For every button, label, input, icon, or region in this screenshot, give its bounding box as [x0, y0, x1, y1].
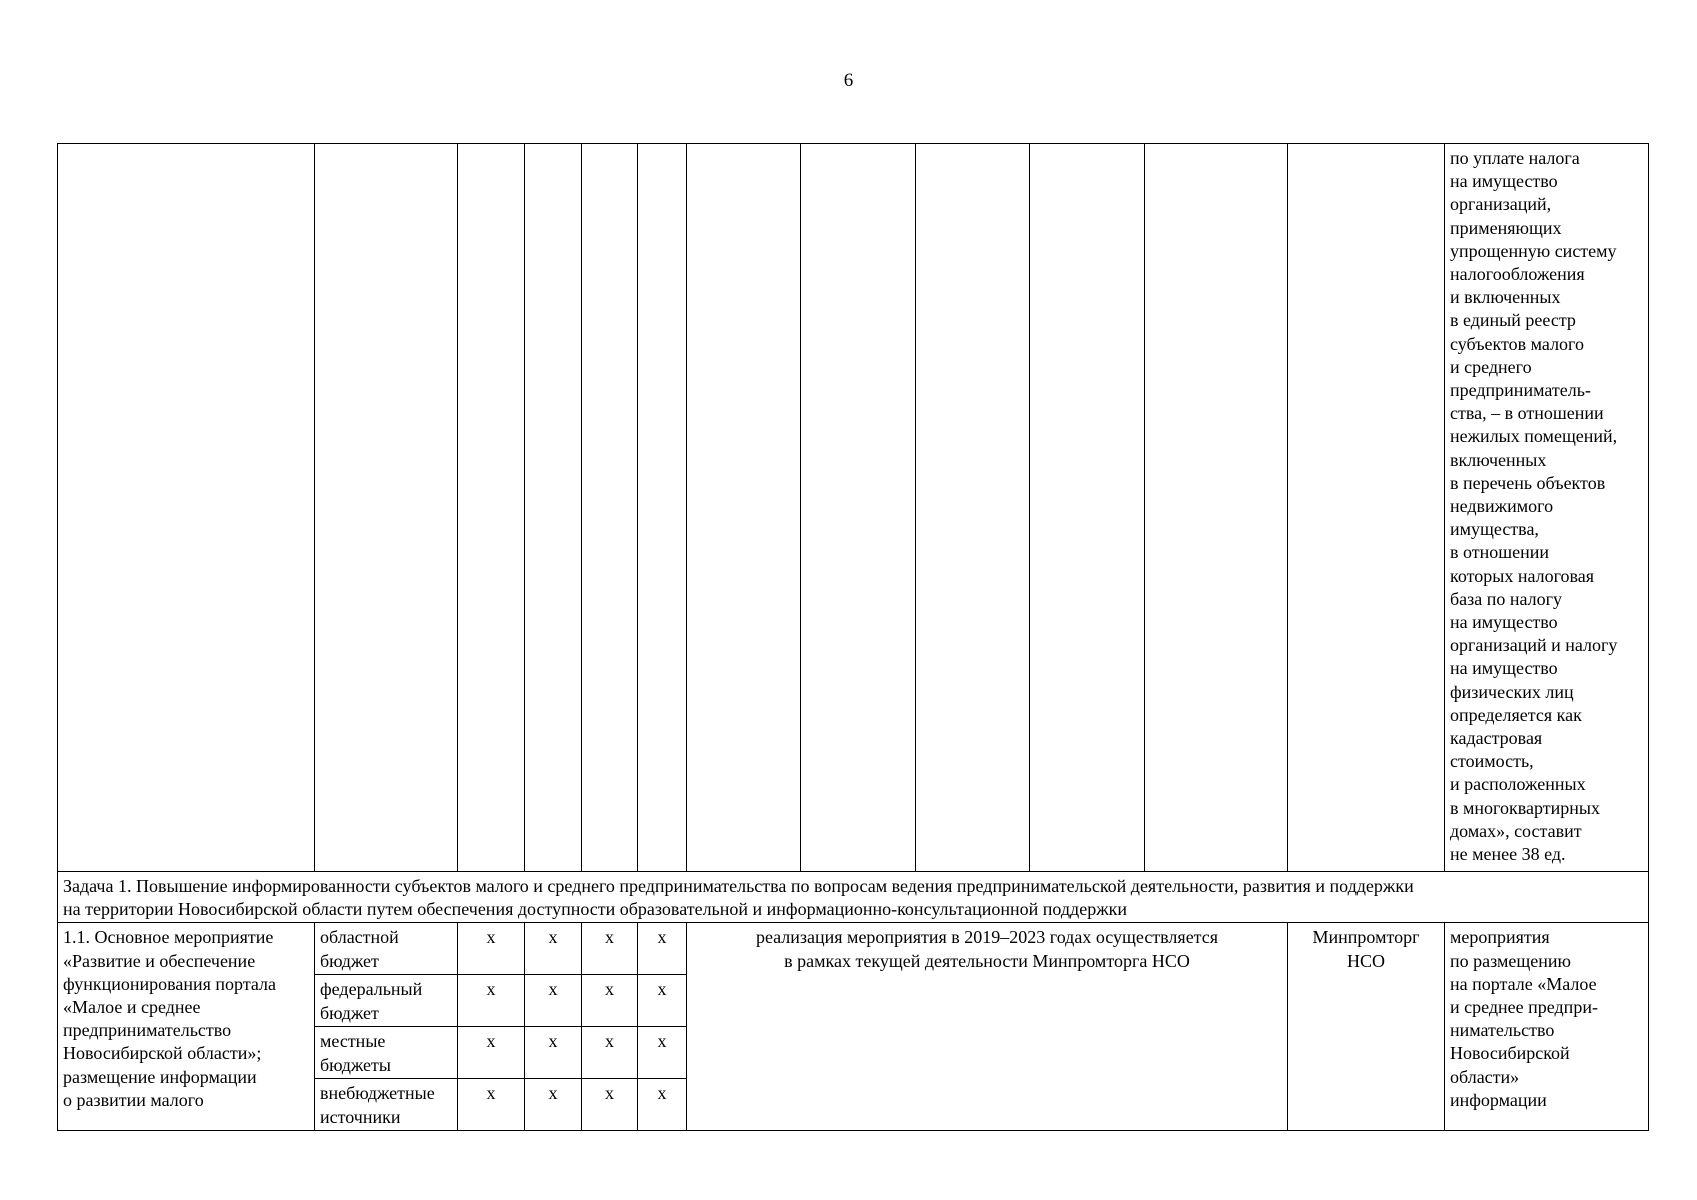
empty-cell — [1145, 144, 1288, 872]
text-line: местные — [320, 1031, 386, 1052]
text-line: которых налоговая — [1450, 565, 1595, 586]
page-number: 6 — [843, 70, 854, 91]
text-line: Минпромторг — [1312, 927, 1420, 948]
text-line: и включенных — [1450, 287, 1561, 308]
text-line: и среднего — [1450, 356, 1532, 377]
text-line: ства, – в отношении — [1450, 403, 1604, 424]
text-line: реализация мероприятия в 2019–2023 годах осуществляется — [755, 927, 1219, 948]
text-line: функционирования портала — [63, 973, 277, 994]
value-cell: х — [525, 923, 582, 975]
empty-cell — [582, 144, 638, 872]
text-line: включенных — [1450, 449, 1547, 470]
text-line: применяющих — [1450, 217, 1562, 238]
text-line: размещение информации — [63, 1066, 257, 1087]
empty-cell — [315, 144, 458, 872]
text-line: упрощенную систему — [1450, 240, 1617, 261]
value-cell: х — [638, 975, 687, 1027]
text-line: и среднее предпри- — [1450, 997, 1598, 1018]
text-line: федеральный — [320, 979, 423, 1000]
text-line: бюджет — [320, 1002, 379, 1023]
text-line: определяется как — [1450, 704, 1582, 725]
text-line: не менее 38 ед. — [1450, 844, 1566, 865]
text-line: субъектов малого — [1450, 333, 1584, 354]
empty-cell — [801, 144, 916, 872]
value-cell: х — [638, 1079, 687, 1131]
empty-cell — [1288, 144, 1445, 872]
text-line: стоимость, — [1450, 751, 1534, 772]
text-line: налогообложения — [1450, 264, 1585, 285]
funding-source — [315, 1027, 458, 1079]
text-line: домах», составит — [1450, 820, 1582, 841]
text-line: организаций, — [1450, 194, 1552, 215]
expected-result-continuation — [1445, 144, 1649, 872]
text-line: недвижимого — [1450, 496, 1554, 517]
text-line: по уплате налога — [1450, 148, 1580, 168]
text-line: Новосибирской области»; — [63, 1043, 262, 1064]
text-line: мероприятия — [1450, 927, 1550, 948]
value-cell: х — [525, 1079, 582, 1131]
value-cell: х — [458, 923, 525, 975]
funding-source — [315, 975, 458, 1027]
text-line: организаций и налогу — [1450, 635, 1618, 656]
text-line: в единый реестр — [1450, 310, 1576, 331]
text-line: НСО — [1346, 950, 1385, 971]
empty-cell — [458, 144, 525, 872]
value-cell: х — [582, 975, 638, 1027]
text-line: бюджет — [320, 950, 379, 971]
empty-cell — [525, 144, 582, 872]
empty-cell — [687, 144, 801, 872]
task-heading — [58, 872, 1649, 923]
text-line: в многоквартирных — [1450, 797, 1600, 818]
text-line: в отношении — [1450, 542, 1550, 563]
continuation-row — [58, 144, 1649, 872]
text-line: кадастровая — [1450, 728, 1543, 749]
empty-cell — [1030, 144, 1145, 872]
value-cell: х — [582, 923, 638, 975]
text-line: Задача 1. Повышение информированности субъектов малого и среднего предпринимательства по вопросам ведения предпринимательской деятельности, развития и поддержки — [63, 876, 1414, 896]
executor — [1288, 923, 1445, 1131]
activity-name — [58, 923, 315, 1131]
value-cell: х — [458, 975, 525, 1027]
text-line: о развитии малого — [63, 1089, 204, 1110]
text-line: в перечень объектов — [1450, 472, 1606, 493]
text-line: «Развитие и обеспечение — [63, 950, 256, 971]
text-line: областной — [320, 927, 399, 948]
text-line: на имущество — [1450, 171, 1558, 192]
value-cell: х — [638, 1027, 687, 1079]
funding-source — [315, 1079, 458, 1131]
text-line: на имущество — [1450, 612, 1558, 633]
expected-result — [1445, 923, 1649, 1131]
value-cell: х — [458, 1027, 525, 1079]
text-line: внебюджетные — [320, 1083, 435, 1104]
text-line: источники — [320, 1106, 401, 1127]
implementation-note — [687, 923, 1288, 1131]
text-line: бюджеты — [320, 1054, 391, 1075]
text-line: информации — [1450, 1089, 1547, 1110]
text-line: имущества, — [1450, 519, 1539, 540]
text-line: нимательство — [1450, 1020, 1555, 1041]
text-line: нежилых помещений, — [1450, 426, 1618, 447]
text-line: Новосибирской — [1450, 1043, 1570, 1064]
value-cell: х — [458, 1079, 525, 1131]
text-line: на имущество — [1450, 658, 1558, 679]
empty-cell — [916, 144, 1030, 872]
value-cell: х — [525, 975, 582, 1027]
value-cell: х — [525, 1027, 582, 1079]
empty-cell — [638, 144, 687, 872]
funding-source — [315, 923, 458, 975]
empty-cell — [58, 144, 315, 872]
text-line: по размещению — [1450, 950, 1571, 971]
value-cell: х — [582, 1079, 638, 1131]
text-line: предпринимательство — [63, 1020, 232, 1041]
text-line: база по налогу — [1450, 588, 1563, 609]
activity-row — [58, 923, 1649, 975]
text-line: 1.1. Основное мероприятие — [63, 927, 274, 948]
value-cell: х — [582, 1027, 638, 1079]
text-line: физических лиц — [1450, 681, 1574, 702]
value-cell: х — [638, 923, 687, 975]
text-line: на территории Новосибирской области путем обеспечения доступности образовательной и информационно-консультационной поддержки — [63, 899, 1128, 920]
text-line: «Малое и среднее — [63, 997, 201, 1018]
text-line: области» — [1450, 1066, 1520, 1087]
task-row — [58, 872, 1649, 923]
text-line: в рамках текущей деятельности Минпромторга НСО — [784, 950, 1190, 971]
text-line: на портале «Малое — [1450, 973, 1597, 994]
program-table — [57, 143, 1649, 1131]
text-line: и расположенных — [1450, 774, 1586, 795]
text-line: предприниматель- — [1450, 380, 1591, 401]
